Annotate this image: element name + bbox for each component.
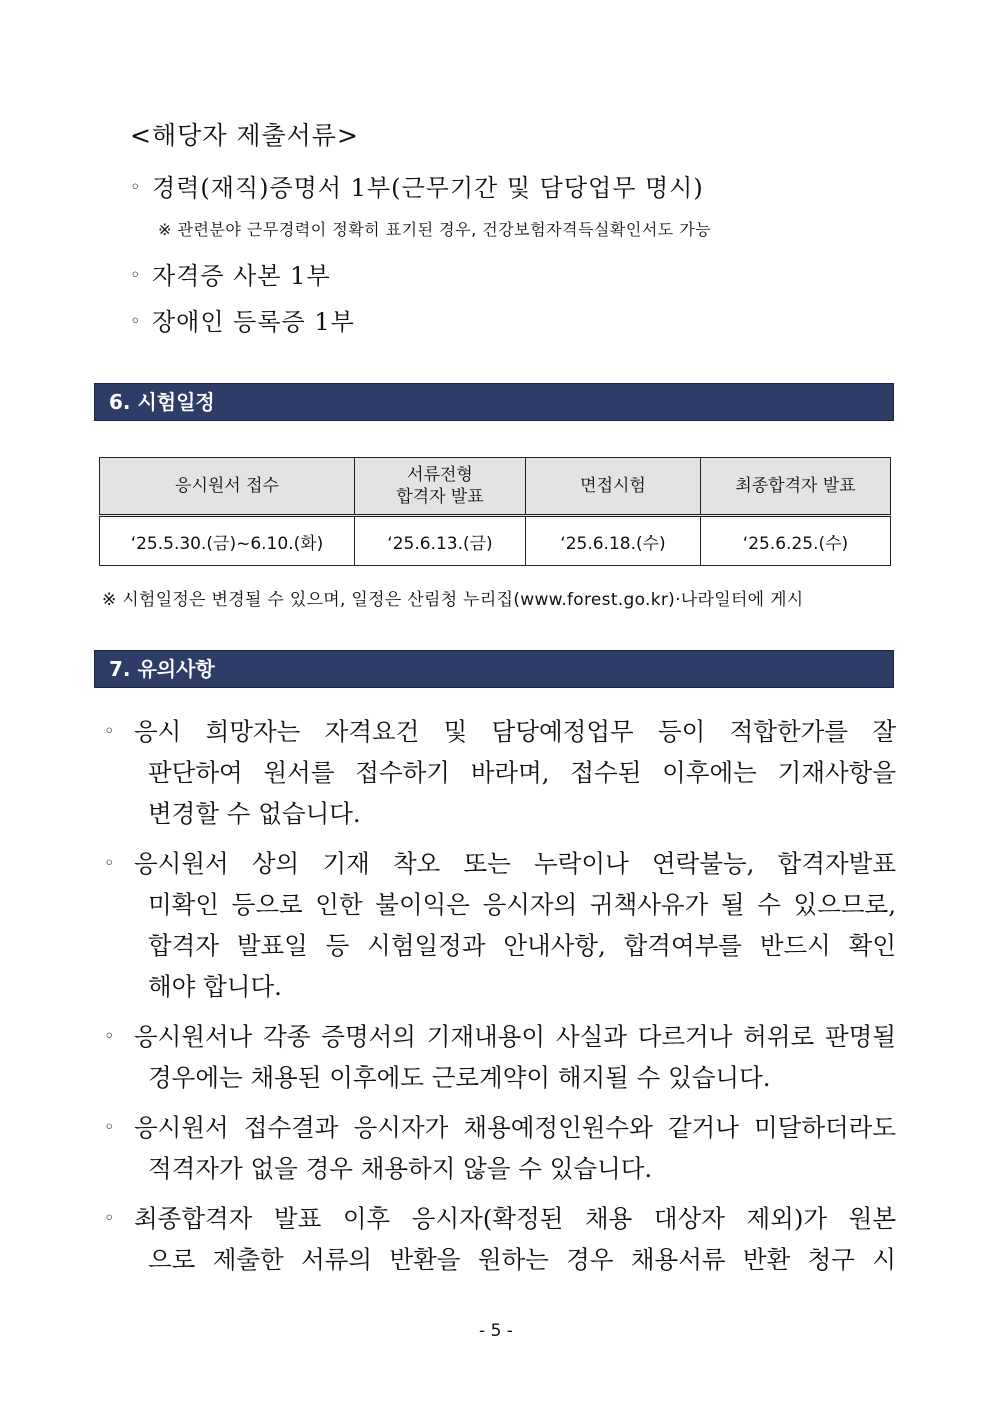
- notice-item-2: [104, 843, 896, 1007]
- cell-interview-date: ‘25.6.18.(수): [526, 516, 701, 566]
- bullet-icon: ◦: [130, 311, 142, 332]
- notice-line: 으로 제출한 서류의 반환을 원하는 경우 채용서류 반환 청구 시: [148, 1245, 896, 1274]
- notice-line: 판단하여 원서를 접수하기 바라며, 접수된 이후에는 기재사항을: [148, 758, 896, 787]
- notice-line: 적격자가 없을 경우 채용하지 않을 수 있습니다.: [148, 1154, 653, 1183]
- notice-line: 응시원서 상의 기재 착오 또는 누락이나 연락불능, 합격자발표: [134, 849, 896, 878]
- doc-item-text: 경력(재직)증명서 1부(근무기간 및 담당업무 명시): [152, 174, 704, 202]
- bullet-icon: ◦: [104, 853, 115, 874]
- bullet-icon: ◦: [104, 721, 115, 742]
- header-document-screening: 서류전형 합격자 발표: [355, 458, 526, 516]
- table-row: [100, 516, 891, 566]
- page-number: - 5 -: [479, 1321, 513, 1341]
- schedule-note: ※ 시험일정은 변경될 수 있으며, 일정은 산림청 누리집(www.forest.go.kr)·나라일터에 게시: [102, 590, 804, 610]
- cell-final-date: ‘25.6.25.(수): [701, 516, 891, 566]
- notice-item-4: [104, 1107, 896, 1189]
- bullet-icon: ◦: [104, 1026, 115, 1047]
- notice-line: 미확인 등으로 인한 불이익은 응시자의 귀책사유가 될 수 있으므로,: [148, 890, 896, 919]
- bullet-icon: ◦: [104, 1117, 115, 1138]
- doc-note: ※ 관련분야 근무경력이 정확히 표기된 경우, 건강보험자격득실확인서도 가능: [158, 220, 712, 239]
- doc-item-text: 자격증 사본 1부: [152, 262, 331, 290]
- section-6-header: 6. 시험일정: [94, 383, 894, 421]
- bullet-icon: ◦: [104, 1208, 115, 1229]
- notice-line: 응시 희망자는 자격요건 및 담당예정업무 등이 적합한가를 잘: [134, 717, 896, 746]
- cell-screening-date: ‘25.6.13.(금): [355, 516, 526, 566]
- header-interview: 면접시험: [526, 458, 701, 516]
- cell-application-date: ‘25.5.30.(금)~6.10.(화): [100, 516, 355, 566]
- notice-item-3: [104, 1016, 896, 1098]
- doc-item-license-copy: [130, 256, 331, 291]
- exam-schedule-table: [99, 457, 891, 566]
- notice-line: 경우에는 채용된 이후에도 근로계약이 해지될 수 있습니다.: [148, 1063, 771, 1092]
- notice-line: 합격자 발표일 등 시험일정과 안내사항, 합격여부를 반드시 확인: [148, 931, 896, 960]
- table-header-row: [100, 458, 891, 516]
- doc-item-career-cert: [130, 168, 704, 203]
- header-final-announcement: 최종합격자 발표: [701, 458, 891, 516]
- doc-item-disability-cert: [130, 302, 355, 337]
- notice-item-5: [104, 1198, 896, 1280]
- notice-line: 변경할 수 없습니다.: [148, 799, 361, 828]
- submission-docs-heading: <해당자 제출서류>: [130, 121, 359, 150]
- notice-line: 최종합격자 발표 이후 응시자(확정된 채용 대상자 제외)가 원본: [134, 1204, 896, 1233]
- bullet-icon: ◦: [130, 177, 142, 198]
- section-7-header: 7. 유의사항: [94, 650, 894, 688]
- notice-line: 응시원서 접수결과 응시자가 채용예정인원수와 같거나 미달하더라도: [134, 1113, 896, 1142]
- notice-line: 해야 합니다.: [148, 972, 282, 1001]
- bullet-icon: ◦: [130, 265, 142, 286]
- doc-item-text: 장애인 등록증 1부: [152, 308, 355, 336]
- notice-line: 응시원서나 각종 증명서의 기재내용이 사실과 다르거나 허위로 판명될: [134, 1022, 896, 1051]
- header-application: 응시원서 접수: [100, 458, 355, 516]
- notice-item-1: [104, 711, 896, 834]
